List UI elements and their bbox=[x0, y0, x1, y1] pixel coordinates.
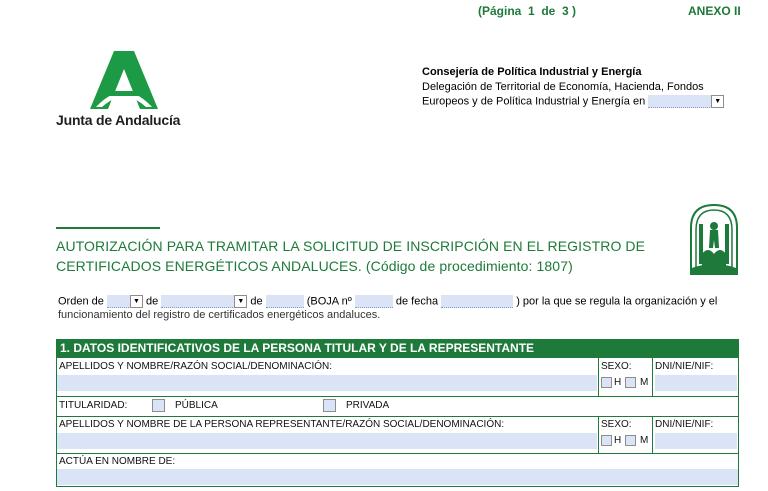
privada-label: PRIVADA bbox=[346, 400, 390, 411]
sexo-m-checkbox[interactable] bbox=[625, 377, 636, 388]
sexo-h-checkbox[interactable] bbox=[601, 377, 612, 388]
order-reference-line bbox=[58, 295, 717, 308]
divider bbox=[56, 416, 739, 417]
chevron-down-icon[interactable]: ▼ bbox=[711, 95, 724, 108]
logo-text: Junta de Andalucía bbox=[56, 112, 181, 128]
rep-sexo-m-checkbox[interactable] bbox=[625, 435, 636, 446]
divider bbox=[652, 358, 653, 396]
representante-name-label: APELLIDOS Y NOMBRE DE LA PERSONA REPRESENTANTE/RAZÓN SOCIAL/DENOMINACIÓN: bbox=[59, 419, 505, 430]
divider bbox=[598, 416, 599, 453]
actua-label: ACTÚA EN NOMBRE DE: bbox=[59, 456, 176, 467]
order-de1: de bbox=[146, 295, 159, 308]
rep-sexo-h-label: H bbox=[614, 435, 622, 446]
andalucia-coat-of-arms-icon bbox=[688, 202, 740, 276]
titular-dni-input[interactable] bbox=[655, 375, 737, 391]
delegacion-line2 bbox=[422, 95, 724, 108]
order-boja-label: (BOJA nº bbox=[306, 295, 352, 308]
chevron-down-icon[interactable]: ▼ bbox=[130, 295, 143, 308]
publica-label: PÚBLICA bbox=[175, 400, 218, 411]
representante-dni-input[interactable] bbox=[655, 433, 737, 449]
order-year-field[interactable] bbox=[266, 295, 304, 308]
sexo-m-label: M bbox=[640, 377, 649, 388]
order-de2: de bbox=[250, 295, 263, 308]
form-title-line2: CERTIFICADOS ENERGÉTICOS ANDALUCES. (Código de procedimiento: 1807) bbox=[56, 258, 573, 274]
actua-input[interactable] bbox=[57, 469, 738, 485]
rep-sexo-label: SEXO: bbox=[601, 419, 632, 430]
boja-number-field[interactable] bbox=[355, 295, 393, 308]
province-select[interactable] bbox=[648, 95, 724, 108]
order-prefix: Orden de bbox=[58, 295, 104, 308]
title-rule bbox=[56, 227, 160, 229]
order-day-select[interactable] bbox=[107, 295, 143, 308]
delegacion-line1: Delegación de Territorial de Economía, Hacienda, Fondos bbox=[422, 81, 704, 93]
chevron-down-icon[interactable]: ▼ bbox=[234, 295, 247, 308]
titular-name-input[interactable] bbox=[57, 375, 597, 391]
titularidad-label: TITULARIDAD: bbox=[59, 400, 128, 411]
privada-checkbox[interactable] bbox=[323, 399, 336, 412]
divider bbox=[652, 416, 653, 453]
annex-label: ANEXO II bbox=[688, 4, 741, 18]
boja-date-field[interactable] bbox=[441, 295, 513, 308]
titular-name-label: APELLIDOS Y NOMBRE/RAZÓN SOCIAL/DENOMINACIÓN: bbox=[59, 361, 333, 372]
page-indicator: (Página 1 de 3 ) bbox=[478, 4, 577, 18]
rep-sexo-h-checkbox[interactable] bbox=[601, 435, 612, 446]
section1-header: 1. DATOS IDENTIFICATIVOS DE LA PERSONA TITULAR Y DE LA REPRESENTANTE bbox=[56, 339, 739, 358]
divider bbox=[56, 453, 739, 454]
divider bbox=[598, 358, 599, 396]
dni-label: DNI/NIE/NIF: bbox=[655, 361, 714, 372]
order-fecha-label: de fecha bbox=[395, 295, 439, 308]
sexo-label: SEXO: bbox=[601, 361, 632, 372]
divider bbox=[56, 396, 739, 397]
rep-dni-label: DNI/NIE/NIF: bbox=[655, 419, 714, 430]
form-title-line1: AUTORIZACIÓN PARA TRAMITAR LA SOLICITUD DE INSCRIPCIÓN EN EL REGISTRO DE bbox=[56, 238, 646, 254]
delegacion-line2-text: Europeos y de Política Industrial y Energía en bbox=[422, 95, 646, 108]
junta-andalucia-logo bbox=[88, 47, 160, 111]
publica-checkbox[interactable] bbox=[152, 399, 165, 412]
representante-name-input[interactable] bbox=[57, 433, 597, 449]
consejeria-name: Consejería de Política Industrial y Energía bbox=[422, 66, 642, 78]
order-suffix: ) por la que se regula la organización y el bbox=[516, 295, 718, 308]
sexo-h-label: H bbox=[614, 377, 622, 388]
order-month-select[interactable] bbox=[161, 295, 247, 308]
order-reference-line2: funcionamiento del registro de certificados energéticos andaluces. bbox=[58, 309, 381, 321]
rep-sexo-m-label: M bbox=[640, 435, 649, 446]
